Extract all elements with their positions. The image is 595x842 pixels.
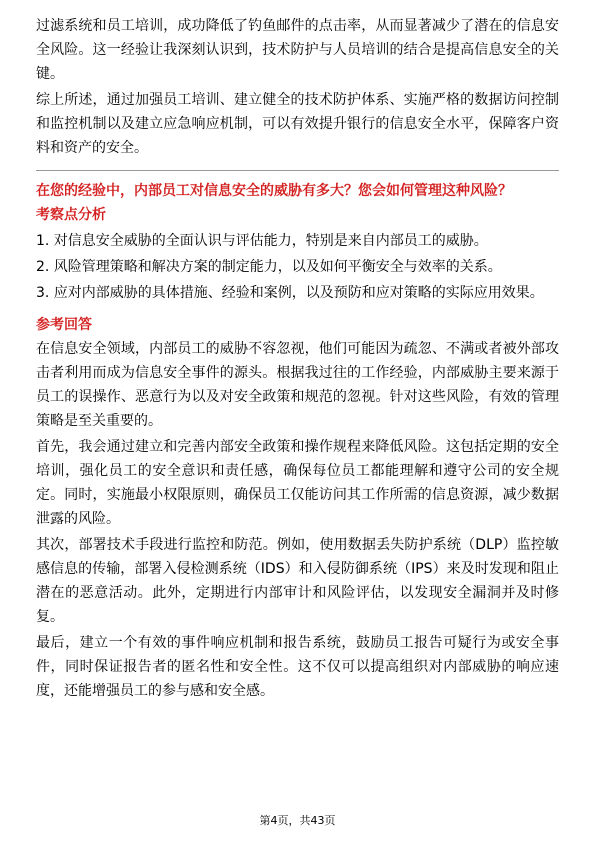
- question-heading: 在您的经验中，内部员工对信息安全的威胁有多大？您会如何管理这种风险？: [36, 183, 512, 199]
- answer-paragraph-3: 其次，部署技术手段进行监控和防范。例如，使用数据丢失防护系统（DLP）监控敏感信息的传输，部署入侵检测系统（IDS）和入侵防御系统（IPS）来及时发现和阻止潜在的恶意活动。此外，定期进行内部审计和风险评估，以发现安全漏洞并及时修复。: [36, 537, 559, 625]
- intro-paragraph-1: 过滤系统和员工培训，成功降低了钓鱼邮件的点击率，从而显著减少了潜在的信息安全风险。这一经验让我深刻认识到，技术防护与人员培训的结合是提高信息安全的关键。: [36, 18, 559, 82]
- analysis-title: 考察点分析: [36, 207, 106, 223]
- analysis-item-1: 1. 对信息安全威胁的全面认识与评估能力，特别是来自内部员工的威胁。: [36, 233, 488, 249]
- answer-paragraph-4: 最后，建立一个有效的事件响应机制和报告系统，鼓励员工报告可疑行为或安全事件，同时保证报告者的匿名性和安全性。这不仅可以提高组织对内部威胁的响应速度，还能增强员工的参与感和安全感。: [36, 635, 559, 699]
- document-page: [36, 14, 559, 703]
- analysis-item-3: 3. 应对内部威胁的具体措施、经验和案例，以及预防和应对策略的实际应用效果。: [36, 285, 544, 301]
- section-divider: [36, 170, 559, 171]
- answer-paragraph-2: 首先，我会通过建立和完善内部安全政策和操作规程来降低风险。这包括定期的安全培训，强化员工的安全意识和责任感，确保每位员工都能理解和遵守公司的安全规定。同时，实施最小权限原则，确保员工仅能访问其工作所需的信息资源，减少数据泄露的风险。: [36, 439, 559, 527]
- analysis-item-2: 2. 风险管理策略和解决方案的制定能力，以及如何平衡安全与效率的关系。: [36, 259, 502, 275]
- answer-paragraph-1: 在信息安全领域，内部员工的威胁不容忽视，他们可能因为疏忽、不满或者被外部攻击者利用而成为信息安全事件的源头。根据我过往的工作经验，内部威胁主要来源于员工的误操作、恶意行为以及对安全政策和规范的忽视。针对这些风险，有效的管理策略是至关重要的。: [36, 341, 559, 429]
- intro-paragraph-2: 综上所述，通过加强员工培训、建立健全的技术防护体系、实施严格的数据访问控制和监控机制以及建立应急响应机制，可以有效提升银行的信息安全水平，保障客户资料和资产的安全。: [36, 92, 559, 156]
- answer-title: 参考回答: [36, 317, 92, 333]
- page-number: 第4页，共43页: [259, 814, 336, 827]
